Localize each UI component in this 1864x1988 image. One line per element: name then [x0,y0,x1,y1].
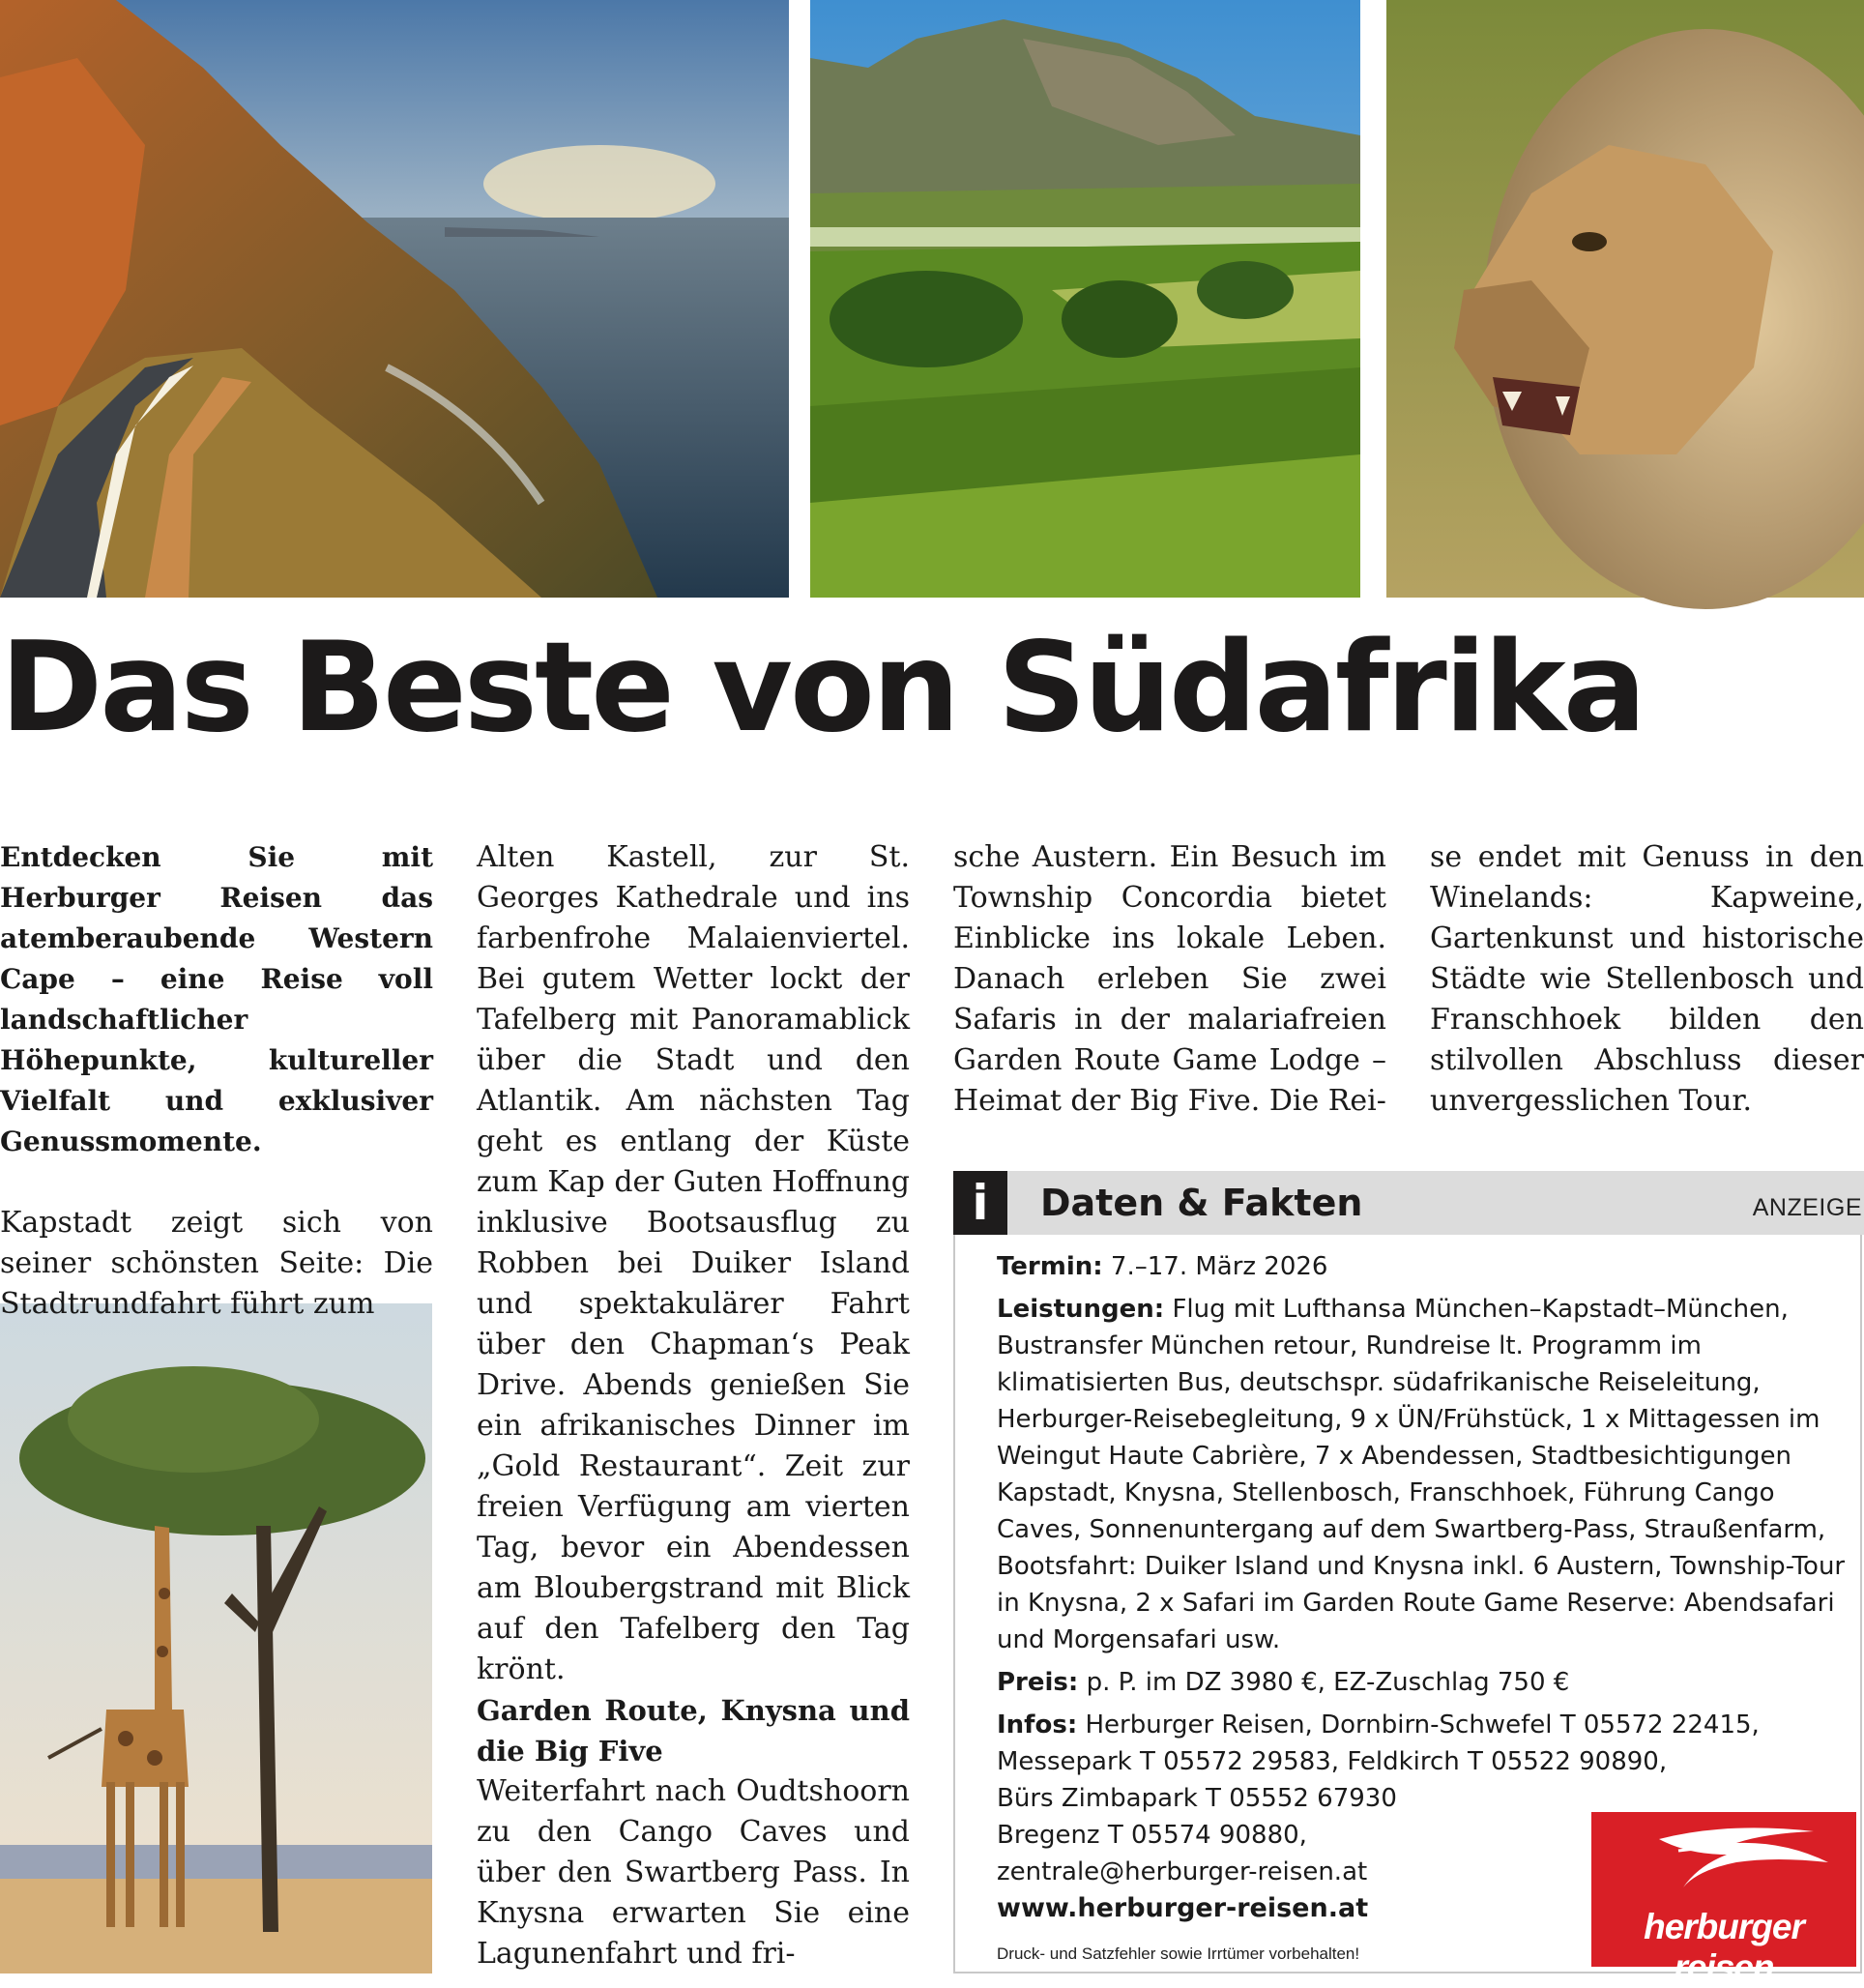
lion-photo [1386,0,1864,598]
info-icon: i [953,1171,1007,1235]
leistungen-label: Leistungen: [997,1295,1165,1324]
infos-line-2: Messepark T 05572 29583, Feldkirch T 05522 90890, [997,1747,1668,1776]
infos-line-1 [997,1707,1852,1743]
article-paragraph-5: se endet mit Genuss in den Winelands: Kapweine, Gartenkunst und historische Städte wie Stellenbosch und Franschhoek bilden den stilvollen Abschluss dieser unvergesslichen Tour. [1430,840,1864,1118]
website-link[interactable]: www.herburger-reisen.at [997,1893,1369,1923]
preis-value: p. P. im DZ 3980 €, EZ-Zuschlag 750 € [1086,1668,1570,1697]
infos-line-3: Bürs Zimbapark T 05552 67930 [997,1784,1397,1813]
article-column-4 [1430,837,1864,1122]
article-paragraph-3: Weiterfahrt nach Oudtshoorn zu den Cango Caves und über den Swartberg Pass. In Knysna erwarten Sie eine Lagunenfahrt und fri- [477,1774,910,1971]
article-column-3 [953,837,1386,1122]
article-paragraph-4: sche Austern. Ein Besuch im Township Concordia bietet Einblicke ins lokale Leben. Danach erleben Sie zwei Safaris in der malariafreien Garden Route Game Lodge – Heimat der Big Five. Die Rei- [953,840,1386,1118]
termin-label: Termin: [997,1252,1103,1281]
vineyard-mountain-photo [810,0,1360,598]
facts-preis [997,1664,1852,1701]
leistungen-value: Flug mit Lufthansa München–Kapstadt–München, Bustransfer München retour, Rundreise lt. Programm im klimatisierten Bus, deutschspr. südafrikanische Reiseleitung, Herburger-Reisebegleitung, 9 x ÜN/Frühstück, 1 x Mittagessen im Weingut Haute Cabrière, 7 x Abendessen, Stadtbesichtigungen Kapstadt, Knysna, Stellenbosch, Franschhoek, Führung Cango Caves, Sonnenuntergang auf dem Swartberg-Pass, Straußenfarm, Bootsfahrt: Duiker Island und Knysna inkl. 6 Austern, Township-Tour in Knysna, 2 x Safari im Garden Route Game Reserve: Abendsafari und Morgensafari usw. [997,1295,1846,1654]
article-column-1 [0,837,433,1325]
giraffe-tree-photo [0,1303,432,1973]
herburger-reisen-logo [1591,1812,1856,1987]
bird-icon [1591,1812,1856,1909]
advert-label: ANZEIGE [1752,1194,1862,1221]
facts-leistungen [997,1291,1852,1658]
article-lead: Entdecken Sie mit Herburger Reisen das atemberaubende Western Cape – eine Reise voll landschaftlicher Höhepunkte, kultureller Vielfalt und exklusiver Genussmomente. [0,841,433,1157]
headline: Das Beste von Südafrika [0,616,1645,760]
article-column-2 [477,837,910,1974]
coast-road-photo [0,0,789,598]
facts-title: Daten & Fakten [1040,1182,1363,1224]
article-paragraph-2: Alten Kastell, zur St. Georges Kathedrale und ins farbenfrohe Malaienviertel. Bei gutem Wetter lockt der Tafelberg mit Panoramablick über die Stadt und den Atlantik. Am nächsten Tag geht es entlang der Küste zum Kap der Guten Hoffnung inklusive Bootsausflug zu Robben bei Duiker Island und spektakulärer Fahrt über den Chapman‘s Peak Drive. Abends genießen Sie ein afrikanisches Dinner im „Gold Restaurant“. Zeit zur freien Verfügung am vierten Tag, bevor ein Abendessen am Bloubergstrand mit Blick auf den Tafelberg den Tag krönt. [477,840,910,1686]
article-subhead: Garden Route, Knysna und die Big Five [477,1694,910,1768]
email-link[interactable]: zentrale@herburger-reisen.at [997,1857,1368,1886]
preis-label: Preis: [997,1668,1079,1697]
termin-value: 7.–17. März 2026 [1110,1252,1328,1281]
facts-termin [997,1248,1852,1285]
disclaimer: Druck- und Satzfehler sowie Irrtümer vorbehalten! [997,1944,1360,1963]
logo-text: herburger reisen [1644,1907,1804,1987]
infos-label: Infos: [997,1710,1078,1740]
infos-line-1-text: Herburger Reisen, Dornbirn-Schwefel T 05572 22415, [1085,1710,1760,1740]
article-paragraph-1: Kapstadt zeigt sich von seiner schönsten Seite: Die Stadtrundfahrt führt zum [0,1206,433,1321]
infos-line-4: Bregenz T 05574 90880, [997,1821,1307,1850]
